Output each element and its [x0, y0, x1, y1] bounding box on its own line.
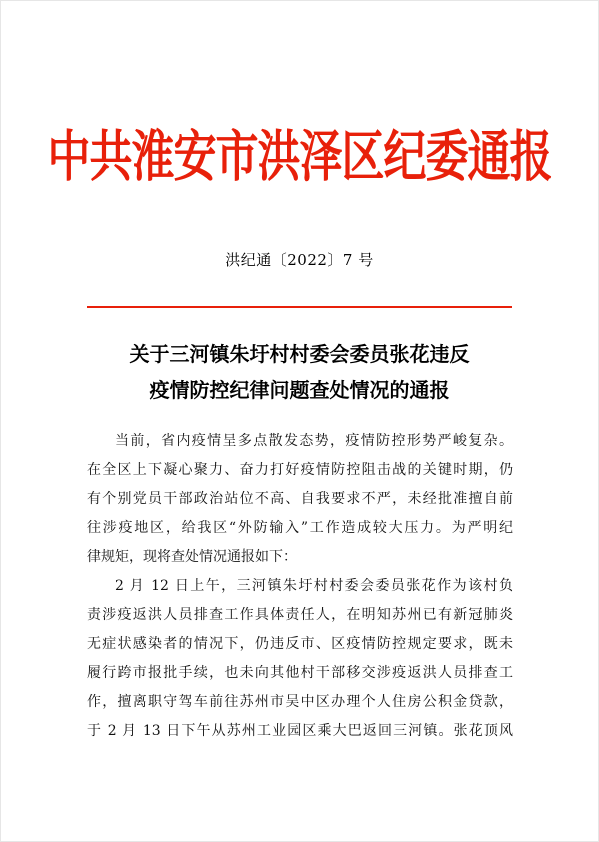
body-line: 作，擅离职守驾车前往苏州市吴中区办理个人住房公积金贷款， [87, 694, 513, 710]
paragraph-1 [87, 427, 513, 572]
body-line: 有个别党员干部政治站位不高、自我要求不严，未经批准擅自前 [87, 491, 513, 507]
body-line: 责涉疫返洪人员排查工作具体责任人，在明知苏州已有新冠肺炎 [87, 607, 513, 623]
document-number: 洪纪通〔2022〕7 号 [225, 251, 374, 269]
document-body [87, 427, 513, 746]
paragraph-2 [87, 572, 513, 746]
title-line-1: 关于三河镇朱圩村村委会委员张花违反 [129, 342, 470, 366]
document-title [0, 336, 599, 408]
body-line: 当前，省内疫情呈多点散发态势，疫情防控形势严峻复杂。 [115, 433, 513, 449]
body-line: 在全区上下凝心聚力、奋力打好疫情防控阻击战的关键时期，仍 [87, 462, 513, 478]
body-line: 履行跨市报批手续，也未向其他村干部移交涉疫返洪人员排查工 [87, 665, 513, 681]
body-line: 律规矩，现将查处情况通报如下： [87, 549, 297, 565]
red-divider-line [87, 306, 512, 308]
title-line-2: 疫情防控纪律问题查处情况的通报 [149, 378, 450, 402]
body-line: 2 月 12 日上午，三河镇朱圩村村委会委员张花作为该村负 [115, 578, 513, 594]
body-line: 无症状感染者的情况下，仍违反市、区疫情防控规定要求，既未 [87, 636, 513, 652]
body-line: 往涉疫地区，给我区“外防输入”工作造成较大压力。为严明纪 [87, 520, 513, 536]
masthead-title: 中共淮安市洪泽区纪委通报 [47, 125, 552, 190]
body-line: 于 2 月 13 日下午从苏州工业园区乘大巴返回三河镇。张花顶风 [87, 723, 513, 739]
